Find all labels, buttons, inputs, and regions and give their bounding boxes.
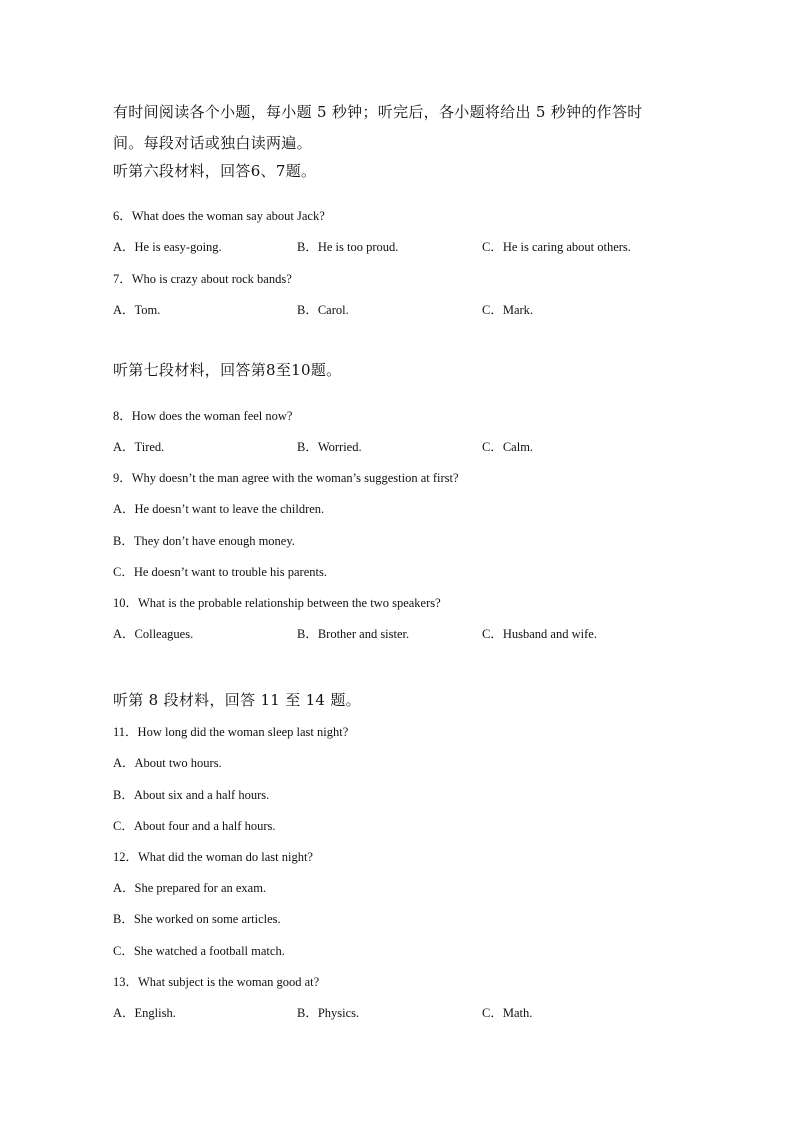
option-13c: C．Math. — [482, 1006, 533, 1020]
option-6a: A．He is easy-going. — [113, 240, 222, 254]
question-8: 8．How does the woman feel now? — [113, 409, 293, 423]
question-6: 6．What does the woman say about Jack? — [113, 209, 325, 223]
option-7a: A．Tom. — [113, 303, 161, 317]
question-13: 13．What subject is the woman good at? — [113, 975, 320, 989]
option-8b: B．Worried. — [297, 440, 362, 454]
option-7c: C．Mark. — [482, 303, 534, 317]
option-12b: B．She worked on some articles. — [113, 912, 281, 926]
option-13b: B．Physics. — [297, 1006, 360, 1020]
option-10b: B．Brother and sister. — [297, 627, 410, 641]
option-13a: A．English. — [113, 1006, 176, 1020]
question-12: 12．What did the woman do last night? — [113, 850, 313, 864]
option-12c: C．She watched a football match. — [113, 944, 285, 958]
option-7b: B．Carol. — [297, 303, 349, 317]
question-7: 7．Who is crazy about rock bands? — [113, 272, 292, 286]
option-10a: A．Colleagues. — [113, 627, 194, 641]
option-12a: A．She prepared for an exam. — [113, 881, 267, 895]
option-11b: B．About six and a half hours. — [113, 788, 270, 802]
question-9: 9．Why doesn’t the man agree with the woman’s suggestion at first? — [113, 471, 459, 485]
section-header-6: 听第六段材料，回答6、7题。 — [113, 162, 317, 180]
option-11c: C．About four and a half hours. — [113, 819, 276, 833]
option-11a: A．About two hours. — [113, 756, 222, 770]
option-6b: B．He is too proud. — [297, 240, 399, 254]
question-10: 10．What is the probable relationship between the two speakers? — [113, 596, 441, 610]
question-11: 11．How long did the woman sleep last night? — [113, 725, 349, 739]
option-9c: C．He doesn’t want to trouble his parents. — [113, 565, 327, 579]
section-header-7: 听第七段材料，回答第8至10题。 — [113, 361, 342, 379]
section-header-8: 听第 8 段材料，回答 11 至 14 题。 — [113, 691, 361, 709]
option-10c: C．Husband and wife. — [482, 627, 597, 641]
intro-line-1: 有时间阅读各个小题，每小题 5 秒钟；听完后，各小题将给出 5 秒钟的作答时 — [113, 103, 643, 121]
option-8a: A．Tired. — [113, 440, 165, 454]
option-9a: A．He doesn’t want to leave the children. — [113, 502, 325, 516]
option-9b: B．They don’t have enough money. — [113, 534, 295, 548]
intro-line-2: 间。每段对话或独白读两遍。 — [113, 134, 312, 152]
option-8c: C．Calm. — [482, 440, 534, 454]
option-6c: C．He is caring about others. — [482, 240, 631, 254]
